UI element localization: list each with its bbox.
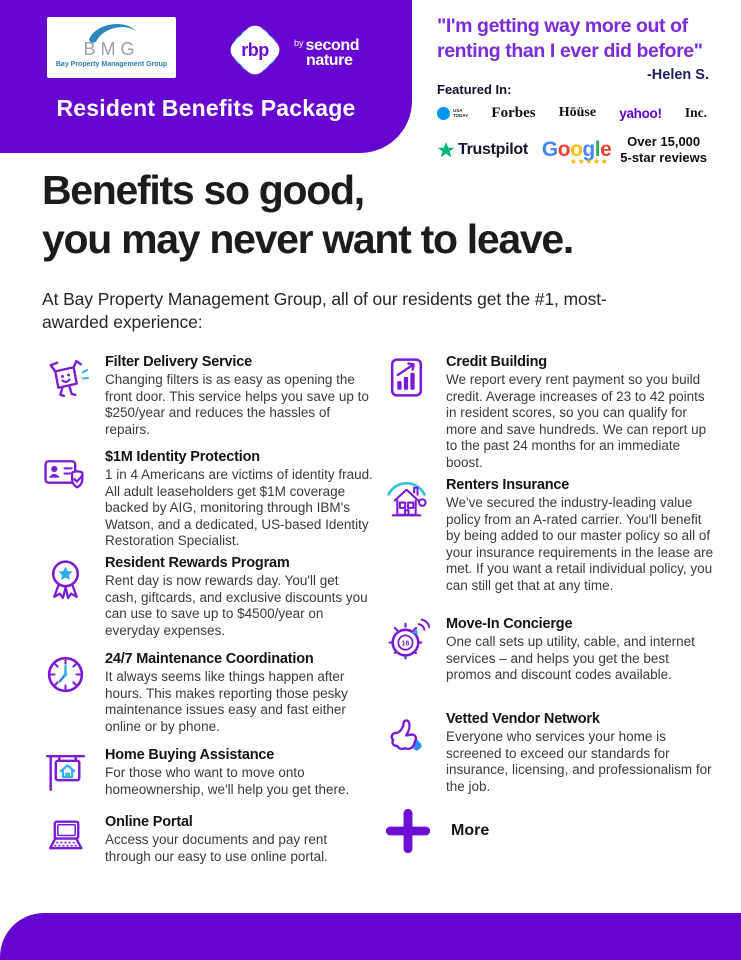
brand-word-nature: nature — [306, 52, 353, 70]
review-row — [437, 134, 707, 165]
page-headline — [42, 166, 573, 264]
usa-today-circle-icon — [437, 107, 450, 120]
featured-label: Featured In: — [437, 82, 512, 97]
concierge-timer-icon — [383, 616, 430, 663]
thumbs-up-icon — [383, 711, 430, 758]
footer-bar — [0, 913, 741, 960]
yahoo-logo: yahoo! — [619, 105, 662, 121]
reviews-line2: 5-star reviews — [620, 149, 707, 165]
more-row — [383, 806, 489, 856]
credit-chart-icon — [383, 354, 430, 401]
inc-logo: Inc. — [684, 105, 707, 120]
benefit-vendor-network: Vetted Vendor Network Everyone who services your home is screened to exceed our standards for insurance, licensing, and professionalism for the job. — [383, 711, 713, 795]
featured-section — [437, 82, 707, 165]
benefit-maintenance: 24/7 Maintenance Coordination It always seems like things happen after hours. This makes reporting those pesky maintenance issues easy and fast either online or by phone. — [42, 651, 372, 735]
home-sign-icon — [42, 747, 89, 794]
benefit-home-buying: Home Buying Assistance For those who want to move onto homeownership, we'll help you get there. — [42, 747, 372, 798]
forbes-logo: Forbes — [491, 104, 536, 121]
usa-today-line2: TODAY — [453, 113, 469, 118]
intro-paragraph: At Bay Property Management Group, all of our residents get the #1, most-awarded experience: — [42, 289, 607, 332]
testimonial-quote — [437, 14, 709, 65]
testimonial-attribution: -Helen S. — [646, 66, 709, 83]
trustpilot-star-icon — [437, 141, 455, 159]
headline-line2: you may never want to leave. — [42, 216, 573, 262]
usa-today-line1: USA — [453, 107, 463, 113]
brand-word-second: second — [305, 37, 360, 54]
benefit-identity-protection: $1M Identity Protection 1 in 4 Americans are victims of identity fraud. All adult leaseholders get $1M coverage backed by AIG, monitoring through IBM's Watson, and a dedicated, US-based Identity Restoration Specialist. — [42, 449, 372, 550]
benefit-rewards: Resident Rewards Program Rent day is now rewards day. You'll get cash, giftcards, and exclusive discounts you can use to save up to $4500/year on everyday expenses. — [42, 555, 372, 639]
trustpilot-logo — [437, 141, 528, 159]
plus-icon — [383, 806, 433, 856]
rbp-label: rbp — [241, 39, 269, 60]
by-label: by — [294, 38, 304, 48]
benefit-renters-insurance: Renters Insurance We've secured the industry-leading value policy from an A-rated carrier. You'll benefit by being added to our master policy so all of your insurance requirements in the lease are met. If you want a retail individual policy, you can still get that at any time. — [383, 477, 713, 595]
filter-delivery-icon — [42, 354, 89, 401]
package-title: Resident Benefits Package — [56, 95, 356, 121]
more-label: More — [451, 822, 490, 839]
benefit-online-portal: Online Portal Access your documents and pay rent through our easy to use online portal. — [42, 814, 372, 865]
laptop-icon — [42, 814, 89, 861]
rbp-badge — [224, 19, 286, 81]
clock-icon — [42, 651, 89, 698]
trustpilot-label: Trustpilot — [458, 140, 528, 158]
bmg-abbr: BMG — [83, 39, 140, 59]
header-banner — [0, 0, 412, 153]
house-beautiful-logo: Hōüse — [558, 105, 597, 120]
benefit-move-in-concierge: 16 Move-In Concierge One call sets up utility, cable, and internet services – and helps you get the best promos and discount codes available. — [383, 616, 713, 684]
quote-line-2: renting than I ever did before" — [437, 40, 703, 63]
svg-text:16: 16 — [401, 639, 410, 648]
rewards-medal-icon — [42, 555, 89, 602]
testimonial — [437, 14, 709, 83]
google-stars: ★★★★★ — [569, 156, 609, 166]
insured-house-icon — [383, 477, 430, 524]
press-logo-row — [437, 104, 707, 122]
reviews-line1: Over 15,000 — [627, 134, 701, 149]
bmg-logo — [47, 17, 176, 78]
identity-protection-icon — [42, 449, 89, 496]
second-nature-logo — [294, 38, 359, 68]
reviews-count — [620, 134, 707, 165]
bmg-company-name: Bay Property Management Group — [55, 61, 168, 68]
benefit-credit-building: Credit Building We report every rent payment so you build credit. Average increases of 23 to 42 points in resident scores, so you can qualify for more and save hundreds. We can report up to the past 24 months for an immediate boost. — [383, 354, 713, 472]
quote-line-1: "I'm getting way more out of — [437, 15, 688, 37]
benefit-filter-delivery: Filter Delivery Service Changing filters is as easy as opening the front door. This service helps you save up to $250/year and reduces the hassles of repairs. — [42, 354, 372, 438]
headline-line1: Benefits so good, — [42, 167, 364, 213]
google-logo: Google ★★★★★ — [541, 137, 612, 166]
usa-today-logo — [437, 107, 468, 120]
